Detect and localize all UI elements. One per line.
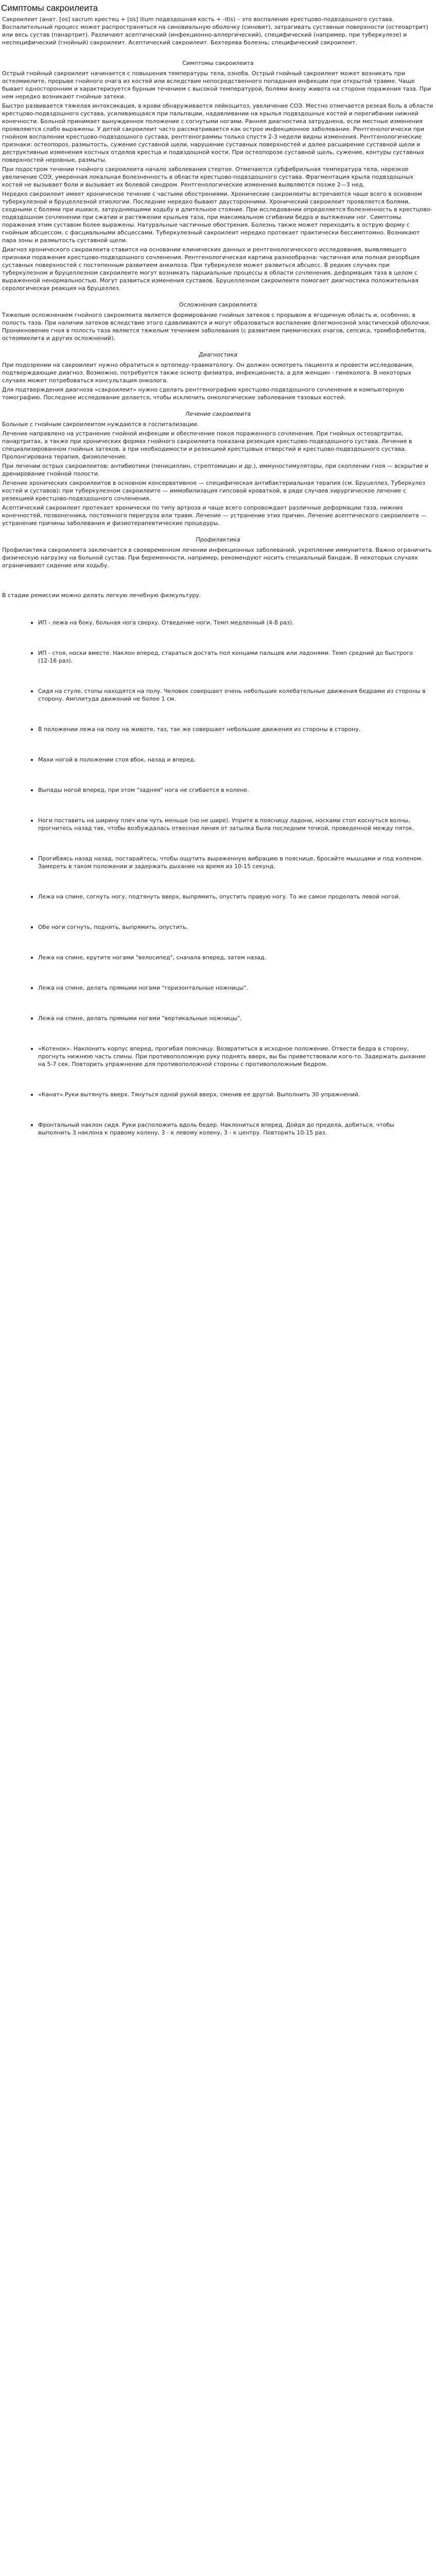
exercise-text: Лежа на спине, делать прямыми ногами "горизонтальные ножницы". xyxy=(38,985,248,991)
article xyxy=(0,0,436,1157)
intro-paragraph: Сакроилеит (анат. [os] sacrum крестец + [os] ilium подвздошная кость + -itis) – это воспаление крестцово-подвздошного сустава. Воспалительный процесс может распространяться на синовиальную оболочку (синовит), затрагивать суставные поверхности (остеоартрит) или весь сустав (панартрит). Различают асептический (инфекционно-аллергический), специфический (например, при туберкулезе) и неспецифический (гнойный) сакроилеит. Асептический сакроилеит. Бехтерева болезнь; специфический сакроилеит. xyxy=(2,16,428,46)
exercise-item xyxy=(31,725,436,733)
exercise-item xyxy=(31,954,436,961)
spacer xyxy=(0,571,436,585)
exercise-item xyxy=(31,984,436,992)
diagnostics-paragraph: При подозрении на сакроилеит нужно обратиться к ортопеду-травматологу. Он должен осмотреть пациента и провести исследования, подтверждающие диагноз. Возможно, потребуется также осмотр физиатра, инфекциониста, а для женщин - гинеколога. В некоторых случаях может потребоваться консультация онколога. xyxy=(2,362,414,384)
exercise-item xyxy=(31,817,436,832)
exercise-item xyxy=(31,1014,436,1022)
bullet-icon xyxy=(31,1018,33,1020)
exercise-text: «Канат».Руки вытянуть вверх. Тянуться одной рукой вверх, сменив ее другой. Выполнить 30 упражнений. xyxy=(38,1091,360,1098)
exercise-item xyxy=(31,855,436,870)
exercise-text: В положении лежа на полу на животе, таз, так же совершает небольшие движения из стороны в сторону. xyxy=(38,726,361,733)
treatment-paragraph: Лечение направлено на устранение гнойной инфекции и обеспечение покоя пораженного сочленения. При гнойных остеоартритах, панартритах, а также при хронических формах гнойного сакроилеита показана резекция крестцово-подвздошного сустава. Лечение в специализированном гнойных затеков, а при необходимости и резекцией крестцовых отверстий и крестцово-подвздошного сустава. Пролонгирована терапия, физиолечение. xyxy=(2,430,412,460)
exercise-item xyxy=(31,756,436,764)
exercise-text: Выпады ногой вперед, при этом "задняя" нога не сгибается в колене. xyxy=(38,787,249,793)
exercise-list xyxy=(0,619,436,1137)
exercise-text: ИП - лежа на боку, больная нога сверху. Отведение ноги. Темп медленный (4-8 раз). xyxy=(38,619,294,626)
exercise-item xyxy=(31,1121,436,1137)
bullet-icon xyxy=(31,690,33,692)
bullet-icon xyxy=(31,896,33,898)
exercise-text: Лежа на спине, крутите ногами "велосипед", сначала вперед, затем назад. xyxy=(38,954,267,961)
symptoms-paragraph: Острый гнойный сакроилеит начинается с повышения температуры тела, озноба. Острый гнойный сакроилеит может возникать при остеомиелите, прорыве гнойного очага из костей или вследствие непосредственного попадания инфекции при открытой травме. Чаще бывает односторонним и характеризуется бурным течением с высокой температурой, болями внизу живота на стороне поражения таза. При нем нередко возникают гнойные затеки. xyxy=(2,70,431,100)
exercise-item xyxy=(31,619,436,626)
section-title-prevention: Профилактика xyxy=(196,536,240,543)
section-title-treatment: Лечение сакроилеита xyxy=(185,411,251,417)
exercise-text: Сидя на стуле, стопы находятся на полу. Человек совершает очень небольшие колебательные движения бедрами из стороны в сторону. Амплитуда движений не более 1 см. xyxy=(38,688,426,702)
symptoms-paragraph: Быстро развивается тяжелая интоксикация, в крови обнаруживается лейкоцитоз, увеличение СОЭ. Местно отмечается резкая боль в области крестцово-подвздошного сустава, усиливающаяся при пальпации, надавливании на крылья подвздошных костей и перегибании нижней конечности. Больной принимает вынужденное положение с согнутыми ногами. Ранняя диагностика затруднена, если местные изменения проявляются слабо выражены. У детей сакроилеит часто рассматривается как острое инфекционное заболевание. Рентгенологически при гнойном воспалении крестцово-подвздошного сустава, рентгенограммы только спустя 2-3 недели видны изменения. Рентгенологические признаки: остеопороз, размытость, сужение суставной щели, нарушение суставных поверхностей и далее расширение суставной щели и деструктивные изменения костных отделов крестца и подвздошной кости. При остеопорозе суставной щель, сужение, контуры суставных поверхностей неровные, размыты. xyxy=(2,103,433,163)
bullet-icon xyxy=(31,728,33,731)
treatment-paragraph: Асептический сакроилеит протекает хронически по типу артроза и чаще всего сопровождает различные деформации таза, нижних конечностей, позвоночника, постоянного перегруза или травм. Лечение — устранение этих причин. Лечение асептического сакроилеита — устранение причины заболевания и физиотерапевтические процедуры. xyxy=(2,504,427,527)
diagnostics-paragraph: Для подтверждения диагноза «сакроилеит» нужно сделать рентгенографию крестцово-подвздошного сочленения и компьютерную томографию. Последнее исследование делается, чтобы исключить онкологические заболевания тазовых костей. xyxy=(2,386,405,401)
exercise-text: Лежа на спине, делать прямыми ногами "вертикальные ножницы". xyxy=(38,1015,242,1022)
treatment-paragraph: Больные с гнойным сакроилеитом нуждаются в госпитализации. xyxy=(2,421,199,428)
exercise-item xyxy=(31,1091,436,1098)
intro-block xyxy=(0,14,436,50)
bullet-icon xyxy=(31,1124,33,1126)
section-title-diagnostics: Диагностика xyxy=(198,351,238,358)
exercise-item xyxy=(31,649,436,665)
bullet-icon xyxy=(31,957,33,959)
exercise-text: Прогибаясь назад назад, постарайтесь, чтобы ощутить выраженную вибрацию в пояснице, бросайте мышцами и под коленом. Замереть в таком положении и задержать дыхание на время из 10-15 секунд. xyxy=(38,855,423,870)
exercise-text: Махи ногой в положении стоя вбок, назад и вперед. xyxy=(38,756,196,763)
bullet-icon xyxy=(31,652,33,654)
bullet-icon xyxy=(31,622,33,624)
symptoms-paragraph: При подостром течении гнойного сакроилеита начало заболевания стертое. Отмечаются субфебрильная температура тела, нерезкое увеличение СОЭ, умеренная локальная болезненность в области крестцово-подвздошного сустава. Фрагментация крыла подвздошных костей не вызывает боли и вызывает их болевой синдром. Рентгенологические изменения выявляются позже 2—3 нед. xyxy=(2,166,413,188)
exercise-text: Лежа на спине, согнуть ногу, подтянуть вверх, выпрямить, опустить правую ногу. То же самое проделать левой ногой. xyxy=(38,893,400,900)
exercise-item xyxy=(31,893,436,901)
exercise-item xyxy=(31,1045,436,1068)
exercise-text: «Котенок». Наклонить корпус вперед, прогибая поясницу. Возвратиться в исходное положение. Отвести бедра в сторону, прогнуть нижнюю часть спины. При противоположную руку поднять вверх, вы бы приветствовали кого-то. Задержать дыхание на 5-7 сек. Повторить упражнение для противоположной стороны с противоположным бедром. xyxy=(38,1045,426,1067)
bullet-icon xyxy=(31,789,33,791)
exercise-item xyxy=(31,687,436,703)
page-title: Симптомы сакроилеита xyxy=(1,3,98,13)
exercise-text: Ноги поставить на ширину плеч или чуть меньше (но не шире). Уприте в поясницу ладони, носками стоп коснуться волны, прогнитесь назад так, чтобы возбуждалась отвесная линия от затылка была последним точкой, проведенной между пяток. xyxy=(38,817,414,832)
bullet-icon xyxy=(31,1094,33,1096)
bullet-icon xyxy=(31,820,33,822)
exercise-text: Обе ноги согнуть, поднять, выпрямить, опустить. xyxy=(38,924,188,930)
bullet-icon xyxy=(31,858,33,860)
exercises-intro: В стадии ремиссии можно делать легкую лечебную физкультуру. xyxy=(2,592,201,599)
prevention-paragraph: Профилактика сакроилеита заключается в своевременном лечении инфекционных заболеваний, укреплении иммунитета. Важно ограничить физическую нагрузку на больной сустав. При беременности, например, рекомендуют носить специальный бандаж. В некоторых случаях ограничивают сидение или ходьбу. xyxy=(2,547,432,569)
treatment-paragraph: При лечении острых сакроилеитов: антибиотики (пенициллин, стрептомицин и др.), иммуностимуляторы, при скоплении гноя — вскрытие и дренирование гнойной полости. xyxy=(2,463,429,477)
exercise-item xyxy=(31,786,436,794)
exercise-text: Фронтальный наклон сидя. Руки расположить вдоль бедер. Наклониться вперед. Дойдя до предела, добиться, чтобы выполнить 3 наклона к правому колену, 3 - к левому колену, 3 - к центру. Повторить 10-15 раз. xyxy=(38,1122,394,1136)
symptoms-paragraph: Нередко сакроилеит имеет хроническое течение с частыми обострениями. Хронические сакроилеиты встречаются чаще всего в основном туберкулезной и бруцеллезной этиологии. Последние нередко бывают двусторонними. Хронический сакроилеит проявляется болями, сходными с болями при ишиасе, затрудняющими ходьбу и длительное стояние. При исследовании определяется болезненность в крестцово-подвздошном сочленении при сжатии и растяжении крыльев таза, при максимальном сгибании бедра и вытяжении ног. Симптомы поражения этим суставом более выражены. Натуральные частичные обострения. Болезнь также может переходить в острую форму с гнойным абсцессом, с фасциальными абсцессами. Туберкулезный сакроилеит нередко протекает практически бессимптомно. Возникают пара зоны и размытость суставной щели. xyxy=(2,191,432,244)
exercise-text: ИП - стоя, носки вместе. Наклон вперед, стараться достать пол концами пальцев или ладонями. Темп средний до быстрого (12-16 раз). xyxy=(38,650,413,664)
bullet-icon xyxy=(31,987,33,989)
bullet-icon xyxy=(31,926,33,928)
exercise-item xyxy=(31,923,436,931)
section-title-complications: Осложнения сакроилеита xyxy=(179,301,257,308)
treatment-paragraph: Лечение хронических сакроилеитов в основном консервативное — специфическая антибактериальная терапия (см. Бруцеллез, Туберкулез костей и суставов); при туберкулезном сакроилеите — иммобилизация гипсовой кроваткой, в ряде случаев хирургическое лечение с резекцией крестцово-подвздошного сочленения. xyxy=(2,480,425,502)
bullet-icon xyxy=(31,1048,33,1050)
bullet-icon xyxy=(31,759,33,761)
section-title-symptoms: Симптомы сакроилеита xyxy=(182,60,254,66)
complications-paragraph: Тяжелым осложнением гнойного сакроилеита является формирование гнойных затеков с прорывом в ягодичную область и, особенно, в полость таза. При наличии затеков вследствие этого сдавливаются и могут образоваться воспаление флегмонозной эластической оболочки. Проникновение гноя в полость таза является тяжелым течением заболевания (с развитием пиемических очагов, сепсиса, тромбофлебитов, остеомиелита и других осложнений). xyxy=(2,312,431,342)
symptoms-paragraph: Диагноз хронического сакроилеита ставится на основании клинических данных и рентгенологического исследования, выявляющего признаки поражения крестцово-подвздошного сочленения. Рентгенологическая картина разнообразна: частичная или полная резорбция суставных поверхностей с постепенным развитием анкилоза. При туберкулезе может развиться абсцесс. В редких случаях при туберкулезном и бруцеллезном сакроилеите могут возникать парциальные процессы в области сочленения, деформация таза в целом с выраженной ненормальностью. Могут развиться изменения суставов. Бруцеллезном сакроилеите помогает диагностика положительная серологическая реакция на бруцеллез. xyxy=(2,246,420,292)
